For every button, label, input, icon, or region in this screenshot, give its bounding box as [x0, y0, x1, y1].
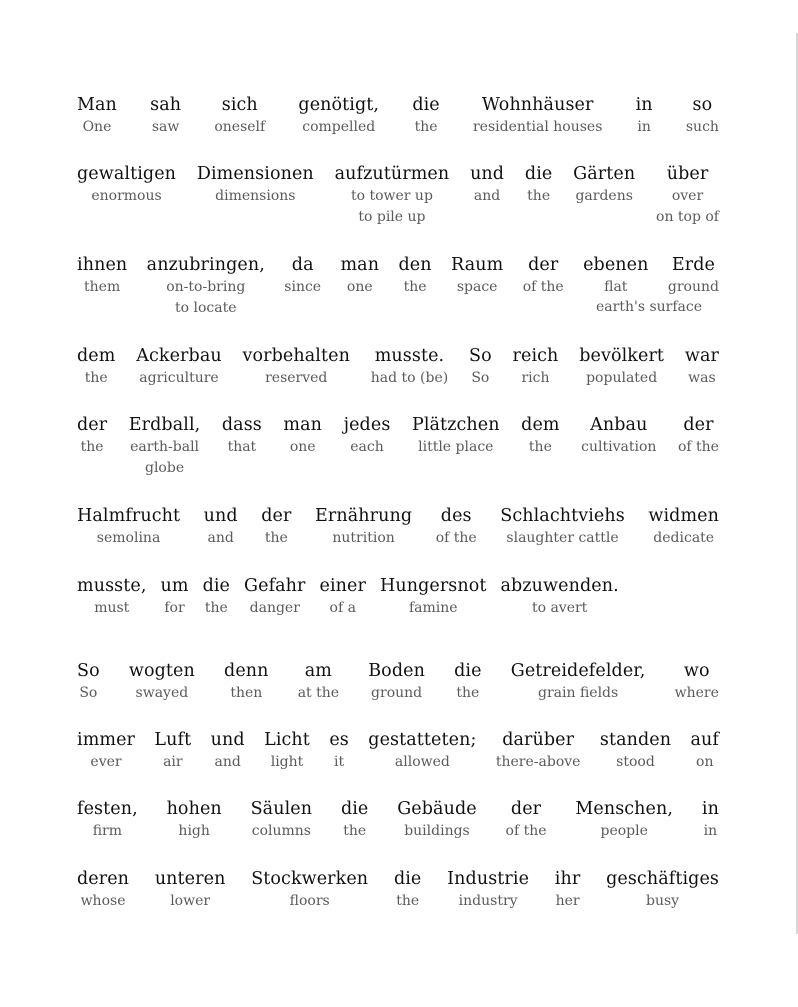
word-pair	[77, 414, 107, 458]
english-gloss: light	[270, 754, 304, 770]
german-word: der	[683, 415, 714, 435]
english-gloss: in	[703, 823, 718, 839]
word-pair	[136, 345, 221, 389]
english-gloss: where	[674, 685, 719, 701]
english-gloss: dedicate	[653, 530, 715, 546]
german-word: in	[635, 95, 653, 115]
english-gloss: the	[343, 823, 367, 839]
german-word: widmen	[648, 506, 719, 526]
english-gloss: little place	[418, 439, 494, 455]
word-pair	[678, 414, 719, 458]
text-line-9	[77, 729, 719, 773]
english-gloss: allowed	[394, 754, 450, 770]
english-gloss: cultivation	[581, 439, 657, 455]
english-gloss: ever	[90, 754, 122, 770]
german-word: um	[160, 576, 189, 596]
english-gloss: of the	[505, 823, 547, 839]
english-gloss: stood	[616, 754, 655, 770]
german-word: Gärten	[573, 164, 636, 184]
word-pair	[77, 575, 146, 619]
english-gloss: floors	[289, 893, 330, 909]
german-word: abzuwenden.	[500, 576, 619, 596]
english-gloss: that	[227, 439, 257, 455]
german-word: die	[454, 661, 482, 681]
german-word: musste,	[77, 576, 147, 596]
word-pair	[513, 345, 559, 389]
word-pair	[600, 729, 671, 773]
word-pair	[243, 345, 350, 389]
word-pair	[368, 660, 425, 704]
english-gloss: then	[230, 685, 263, 701]
german-word: standen	[599, 730, 672, 750]
english-gloss: ground	[371, 685, 423, 701]
german-word: genötigt,	[298, 95, 380, 115]
word-pair	[298, 94, 379, 138]
word-pair	[167, 798, 222, 842]
english-gloss: ground	[667, 279, 719, 295]
word-pair	[77, 163, 176, 207]
german-word: man	[340, 255, 380, 275]
german-word: so	[692, 95, 713, 115]
english-gloss: agriculture	[139, 370, 219, 386]
word-pair	[685, 345, 719, 389]
german-word: Getreidefelder,	[510, 661, 646, 681]
german-word: wo	[683, 661, 710, 681]
word-pair	[454, 660, 481, 704]
english-gloss: had to (be)	[370, 370, 449, 386]
english-gloss: them	[84, 279, 121, 295]
english-gloss: her	[555, 893, 580, 909]
word-pair	[702, 798, 719, 842]
word-pair	[412, 94, 439, 138]
word-pair	[451, 254, 503, 298]
word-pair	[583, 254, 648, 298]
english-gloss: enormous	[91, 188, 162, 204]
text-line-2	[77, 163, 719, 228]
german-word: Wohnhäuser	[481, 95, 594, 115]
german-word: denn	[224, 661, 269, 681]
word-pair	[264, 729, 310, 773]
text-line-11	[77, 868, 719, 912]
text-line-10	[77, 798, 719, 842]
german-word: Licht	[264, 730, 310, 750]
german-word: und	[203, 506, 238, 526]
german-word: den	[398, 255, 432, 275]
word-pair	[77, 868, 129, 912]
text-line-5	[77, 414, 719, 479]
english-gloss: of the	[435, 530, 477, 546]
word-pair	[222, 414, 262, 458]
english-gloss: to tower up	[350, 188, 433, 204]
german-word: geschäftiges	[606, 869, 719, 889]
word-pair	[686, 94, 719, 138]
german-word: festen,	[77, 799, 138, 819]
german-word: darüber	[502, 730, 575, 750]
word-pair	[340, 254, 379, 298]
german-word: und	[470, 164, 505, 184]
german-word: Ernährung	[315, 506, 413, 526]
word-pair	[470, 163, 504, 207]
word-pair	[251, 868, 368, 912]
word-pair	[675, 660, 719, 704]
english-gloss: semolina	[96, 530, 161, 546]
german-word: die	[202, 576, 231, 596]
word-pair	[329, 729, 349, 773]
german-word: wogten	[128, 661, 195, 681]
english-gloss: residential houses	[472, 119, 603, 135]
english-gloss: space	[456, 279, 498, 295]
english-gloss: and	[473, 188, 501, 204]
english-gloss: was	[688, 370, 716, 386]
german-word: Ackerbau	[136, 346, 222, 366]
english-gloss: it	[334, 754, 345, 770]
german-word: Erdball,	[128, 415, 201, 435]
german-word: auf	[690, 730, 719, 750]
english-gloss: flat	[604, 279, 628, 295]
english-gloss: saw	[151, 119, 180, 135]
word-pair	[397, 798, 477, 842]
english-gloss: the	[80, 439, 104, 455]
german-word: Industrie	[447, 869, 530, 889]
english-gloss: lower	[170, 893, 211, 909]
word-pair	[147, 254, 265, 319]
english-gloss-alt: to locate	[175, 300, 237, 316]
german-word: in	[701, 799, 719, 819]
english-gloss: industry	[458, 893, 518, 909]
english-gloss: One	[82, 119, 112, 135]
english-gloss: oneself	[214, 119, 266, 135]
german-word: gewaltigen	[77, 164, 177, 184]
word-pair	[555, 868, 581, 912]
german-word: die	[412, 95, 440, 115]
english-gloss: to avert	[531, 600, 588, 616]
german-word: musste.	[374, 346, 445, 366]
english-gloss: there-above	[495, 754, 581, 770]
german-word: vorbehalten	[242, 346, 350, 366]
german-word: Säulen	[250, 799, 313, 819]
text-line-7	[77, 575, 719, 619]
german-word: Man	[77, 95, 117, 115]
english-gloss: of a	[329, 600, 356, 616]
german-word: einer	[319, 576, 366, 596]
english-gloss: danger	[249, 600, 300, 616]
english-gloss: one	[346, 279, 373, 295]
german-word: reich	[512, 346, 559, 366]
word-pair	[224, 660, 269, 704]
english-gloss: on-to-bring	[166, 279, 246, 295]
english-gloss: in	[637, 119, 651, 135]
word-pair	[521, 414, 559, 458]
word-pair	[575, 798, 673, 842]
german-word: Erde	[671, 255, 715, 275]
word-pair	[315, 505, 412, 549]
english-gloss: gardens	[575, 188, 633, 204]
text-line-4	[77, 345, 719, 389]
word-pair	[211, 729, 245, 773]
german-word: der	[510, 799, 542, 819]
word-pair	[197, 163, 314, 207]
word-pair	[77, 505, 180, 549]
german-word: der	[528, 255, 559, 275]
english-gloss: and	[207, 530, 234, 546]
word-pair	[77, 798, 138, 842]
german-word: gestatteten;	[368, 730, 477, 750]
english-gloss: compelled	[302, 119, 376, 135]
german-word: die	[393, 869, 422, 889]
word-pair	[447, 868, 529, 912]
german-word: Plätzchen	[411, 415, 500, 435]
word-pair	[77, 660, 100, 704]
english-gloss: and	[214, 754, 241, 770]
english-gloss: the	[396, 893, 420, 909]
german-word: unteren	[154, 869, 226, 889]
word-pair	[394, 868, 421, 912]
german-word: dass	[221, 415, 262, 435]
german-word: der	[261, 506, 292, 526]
german-word: aufzutürmen	[334, 164, 450, 184]
english-gloss: over	[671, 188, 704, 204]
english-gloss: of the	[522, 279, 564, 295]
word-pair	[473, 94, 602, 138]
english-gloss: people	[600, 823, 648, 839]
word-pair	[204, 505, 238, 549]
german-word: immer	[77, 730, 136, 750]
word-pair	[380, 575, 487, 619]
german-word: dem	[77, 346, 116, 366]
english-gloss: So	[471, 370, 490, 386]
german-word: es	[329, 730, 349, 750]
english-gloss: dimensions	[215, 188, 296, 204]
word-pair	[129, 414, 201, 479]
word-pair	[298, 660, 339, 704]
english-gloss: one	[289, 439, 316, 455]
english-gloss-alt: on top of	[656, 209, 719, 225]
german-word: Halmfrucht	[77, 506, 181, 526]
word-pair	[77, 254, 127, 298]
word-pair	[77, 345, 115, 389]
german-word: ebenen	[583, 255, 649, 275]
german-word: Raum	[451, 255, 504, 275]
english-gloss: air	[163, 754, 183, 770]
word-pair	[506, 798, 547, 842]
word-pair	[344, 414, 391, 458]
german-word: die	[340, 799, 369, 819]
english-gloss: for	[164, 600, 185, 616]
english-gloss: reserved	[265, 370, 328, 386]
german-word: sich	[221, 95, 258, 115]
english-gloss: such	[685, 119, 719, 135]
word-pair	[525, 163, 552, 207]
english-gloss: earth-ball	[130, 439, 200, 455]
word-pair	[150, 94, 181, 138]
english-gloss: famine	[408, 600, 458, 616]
german-word: Gefahr	[244, 576, 306, 596]
english-gloss: the	[528, 439, 552, 455]
word-pair	[648, 505, 719, 549]
word-pair	[77, 729, 135, 773]
english-gloss: busy	[646, 893, 680, 909]
german-word: anzubringen,	[146, 255, 265, 275]
word-pair	[636, 94, 653, 138]
english-gloss: So	[79, 685, 98, 701]
word-pair	[581, 414, 656, 458]
english-gloss: slaughter cattle	[506, 530, 619, 546]
german-word: Hungersnot	[379, 576, 487, 596]
german-word: So	[469, 346, 492, 366]
word-pair	[412, 414, 500, 458]
english-gloss: at the	[297, 685, 340, 701]
word-pair	[371, 345, 448, 389]
text-line-6	[77, 505, 719, 549]
german-word: Stockwerken	[251, 869, 369, 889]
german-word: über	[666, 164, 709, 184]
word-pair	[154, 729, 191, 773]
english-gloss: the	[204, 600, 228, 616]
english-gloss: must	[94, 600, 130, 616]
word-pair	[341, 798, 368, 842]
german-word: Dimensionen	[196, 164, 314, 184]
german-word: hohen	[166, 799, 222, 819]
english-gloss: since	[284, 279, 322, 295]
english-gloss: each	[350, 439, 384, 455]
english-gloss: high	[178, 823, 210, 839]
word-pair	[214, 94, 265, 138]
text-line-8	[77, 660, 719, 704]
english-gloss: the	[414, 119, 438, 135]
phrase-gloss: earth's surface	[596, 299, 702, 315]
german-word: da	[291, 255, 314, 275]
english-gloss: grain fields	[538, 685, 619, 701]
word-pair	[469, 345, 492, 389]
german-word: ihr	[554, 869, 581, 889]
english-gloss: populated	[586, 370, 658, 386]
english-gloss: rich	[521, 370, 550, 386]
word-pair	[656, 163, 719, 228]
german-word: Menschen,	[575, 799, 674, 819]
word-pair	[496, 729, 581, 773]
german-word: Boden	[368, 661, 425, 681]
german-word: Anbau	[590, 415, 648, 435]
word-pair	[284, 254, 321, 298]
english-gloss: whose	[80, 893, 126, 909]
english-gloss: the	[456, 685, 480, 701]
english-gloss: swayed	[135, 685, 189, 701]
english-gloss: firm	[92, 823, 123, 839]
word-pair	[244, 575, 305, 619]
english-gloss: nutrition	[332, 530, 395, 546]
word-pair	[129, 660, 195, 704]
english-gloss: on	[696, 754, 714, 770]
word-pair	[511, 660, 646, 704]
english-gloss: of the	[677, 439, 719, 455]
word-pair	[436, 505, 477, 549]
word-pair	[160, 575, 188, 619]
word-pair	[155, 868, 226, 912]
german-word: und	[210, 730, 245, 750]
german-word: die	[524, 164, 553, 184]
german-word: Luft	[154, 730, 192, 750]
german-word: am	[304, 661, 332, 681]
english-gloss: columns	[251, 823, 311, 839]
word-pair	[500, 505, 625, 549]
word-pair	[398, 254, 431, 298]
word-pair	[668, 254, 719, 298]
english-gloss: the	[527, 188, 551, 204]
german-word: sah	[150, 95, 182, 115]
english-gloss: buildings	[404, 823, 470, 839]
word-pair	[283, 414, 322, 458]
german-word: Schlachtviehs	[500, 506, 625, 526]
text-line-1	[77, 94, 719, 138]
german-word: war	[684, 346, 719, 366]
german-word: deren	[77, 869, 130, 889]
word-pair	[573, 163, 635, 207]
german-word: bevölkert	[579, 346, 665, 366]
word-pair	[368, 729, 476, 773]
german-word: ihnen	[77, 255, 128, 275]
word-pair	[691, 729, 719, 773]
word-pair	[203, 575, 230, 619]
word-pair	[320, 575, 366, 619]
english-gloss-alt: globe	[144, 460, 185, 476]
german-word: Gebäude	[397, 799, 477, 819]
word-pair	[501, 575, 619, 619]
english-gloss: the	[264, 530, 288, 546]
word-pair	[335, 163, 450, 228]
german-word: dem	[521, 415, 560, 435]
german-word: man	[283, 415, 323, 435]
english-gloss-alt: to pile up	[358, 209, 426, 225]
english-gloss: the	[403, 279, 427, 295]
word-pair	[523, 254, 564, 298]
german-word: So	[77, 661, 100, 681]
german-word: der	[77, 415, 108, 435]
word-pair	[77, 94, 117, 138]
word-pair	[251, 798, 313, 842]
word-pair	[606, 868, 719, 912]
word-pair	[261, 505, 291, 549]
word-pair	[579, 345, 664, 389]
german-word: jedes	[343, 415, 391, 435]
english-gloss: the	[84, 370, 108, 386]
german-word: des	[440, 506, 472, 526]
